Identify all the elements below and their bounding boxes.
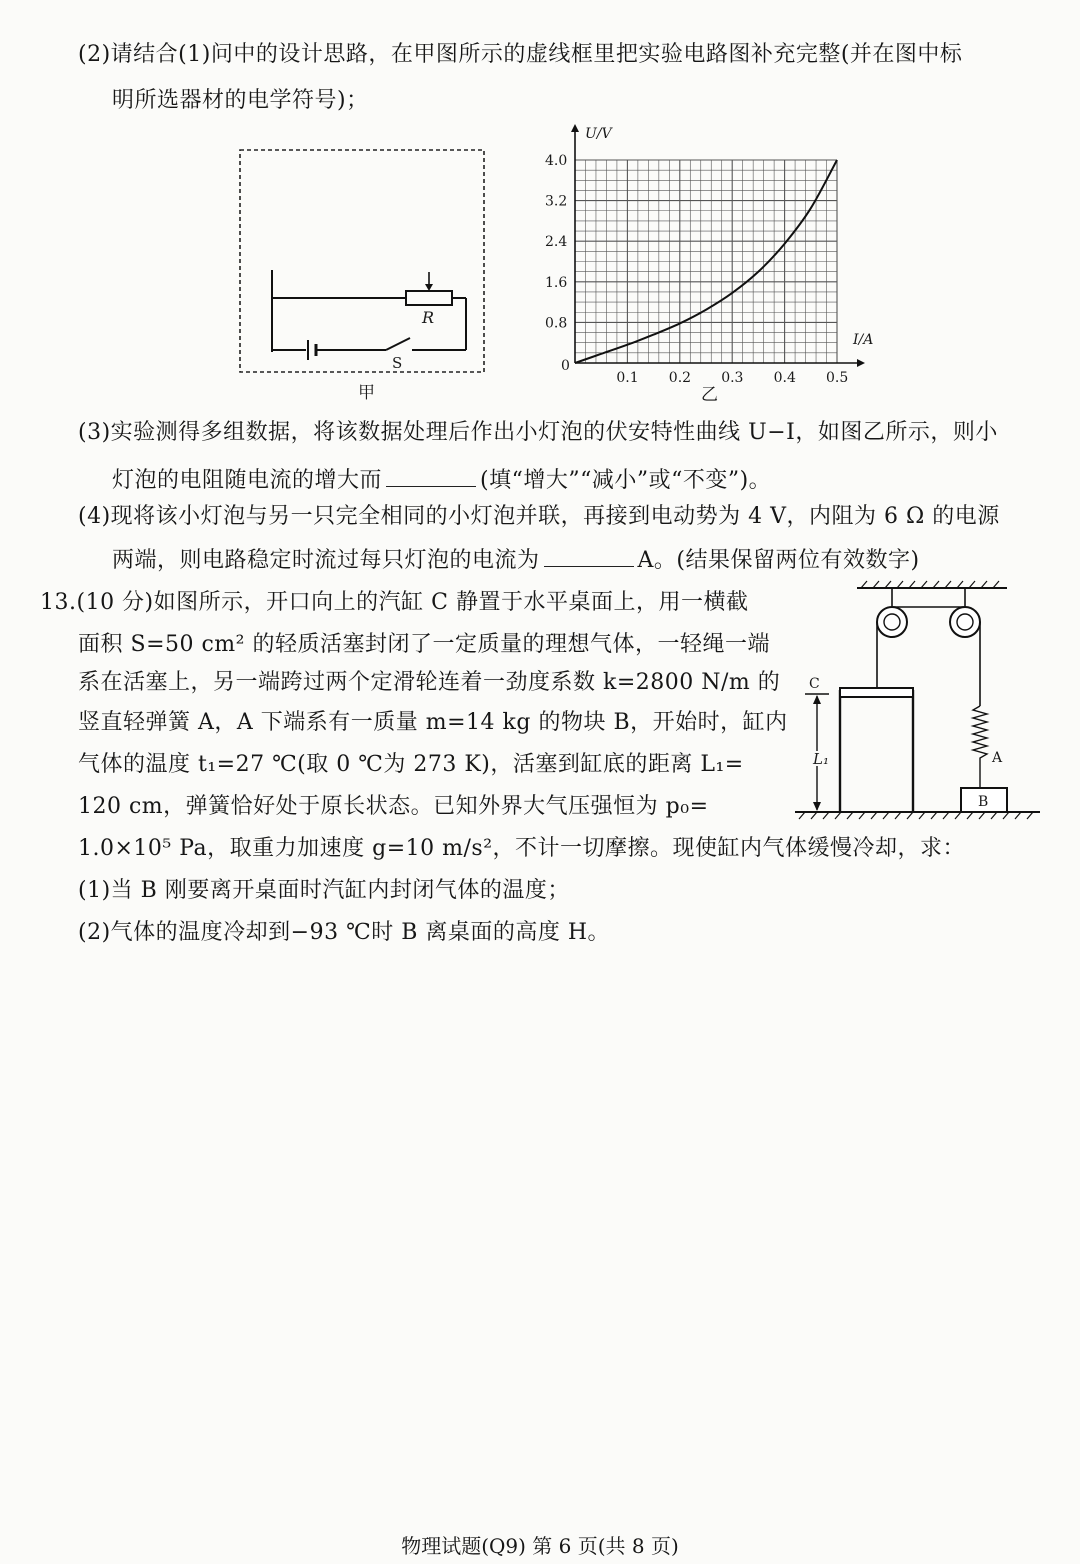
label-a: A [992,750,1003,766]
x-tick-label: 0.1 [616,370,639,386]
cylinder-figure [795,578,1045,823]
switch-blade [386,338,410,350]
q12-part4-text-b: A。(结果保留两位有效数字) [637,548,920,573]
y-tick-label: 3.2 [545,193,568,210]
y-axis-arrow [571,124,579,132]
resistor-label: R [422,308,435,327]
pulley-left [877,607,907,637]
x-axis-label: I/A [853,332,874,348]
floor-hatch [799,812,1033,819]
x-tick-label: 0.5 [826,370,849,386]
l1-arrow-bottom [813,802,821,811]
q13-sub1: (1)当 B 刚要离开桌面时汽缸内封闭气体的温度； [78,878,570,903]
q12-part3-text-a: 灯泡的电阻随电流的增大而 [112,468,383,493]
circuit-figure-jia [230,140,500,405]
figure-caption-yi: 乙 [701,385,718,405]
y-tick-label: 0.8 [545,315,568,332]
x-tick-label: 0.2 [668,370,692,386]
q13-line2: 面积 S=50 cm² 的轻质活塞封闭了一定质量的理想气体，一轻绳一端 [78,632,770,657]
q13-line1: 13.(10 分)如图所示，开口向上的汽缸 C 静置于水平桌面上，用一横截 [40,590,749,615]
q12-part4-line1: (4)现将该小灯泡与另一只完全相同的小灯泡并联，再接到电动势为 4 V，内阻为 6 Ω 的电源 [78,504,1000,529]
dashed-frame [240,150,484,372]
q13-line3: 系在活塞上，另一端跨过两个定滑轮连着一劲度系数 k=2800 N/m 的 [78,670,781,695]
q12-part3-line1: (3)实验测得多组数据，将该数据处理后作出小灯泡的伏安特性曲线 U−I，如图乙所示，则小 [78,420,998,445]
slider-arrow-head [425,284,433,291]
answer-blank [386,464,476,487]
pulley-right [950,607,980,637]
x-axis-arrow [857,359,865,367]
y-tick-label: 1.6 [545,274,568,291]
figure-caption-jia: 甲 [358,383,375,403]
q13-line4: 竖直轻弹簧 A，A 下端系有一质量 m=14 kg 的物块 B，开始时，缸内 [78,710,788,735]
q12-part3-text-b: (填“增大”“减小”或“不变”)。 [480,468,772,493]
q12-part2-line2: 明所选器材的电学符号)； [112,88,369,113]
q13-sub2: (2)气体的温度冷却到−93 ℃时 B 离桌面的高度 H。 [78,920,611,945]
x-tick-label: 0.4 [773,370,796,386]
switch-label: S [392,354,403,372]
q12-part3-line2 [112,464,771,496]
y-tick-label: 2.4 [545,234,568,251]
ceiling-hatch [861,581,999,588]
piston [840,688,913,697]
q12-part2-line1: (2)请结合(1)问中的设计思路，在甲图所示的虚线框里把实验电路图补充完整(并在图中标 [78,42,963,67]
spring-a [973,706,987,788]
label-c: C [809,676,820,692]
label-l1: L₁ [813,750,829,768]
q12-part4-text-a: 两端，则电路稳定时流过每只灯泡的电流为 [112,548,540,573]
answer-blank [544,544,634,567]
y-tick-label: 4.0 [545,153,568,169]
rheostat [406,291,452,305]
chart-grid [575,160,837,363]
page-footer: 物理试题(Q9) 第 6 页(共 8 页) [401,1534,679,1558]
chart-figure-yi [535,118,885,408]
l1-arrow-top [813,695,821,704]
q13-line7: 1.0×10⁵ Pa，取重力加速度 g=10 m/s²，不计一切摩擦。现使缸内气体缓慢冷却，求： [78,836,966,861]
x-tick-label: 0.3 [721,370,744,386]
label-b: B [978,794,989,810]
q13-line6: 120 cm，弹簧恰好处于原长状态。已知外界大气压强恒为 p₀= [78,794,709,819]
q12-part4-line2 [112,544,920,576]
origin-label: 0 [561,358,570,374]
y-axis-label: U/V [585,126,612,142]
q13-line5: 气体的温度 t₁=27 ℃(取 0 ℃为 273 K)，活塞到缸底的距离 L₁= [78,752,744,777]
